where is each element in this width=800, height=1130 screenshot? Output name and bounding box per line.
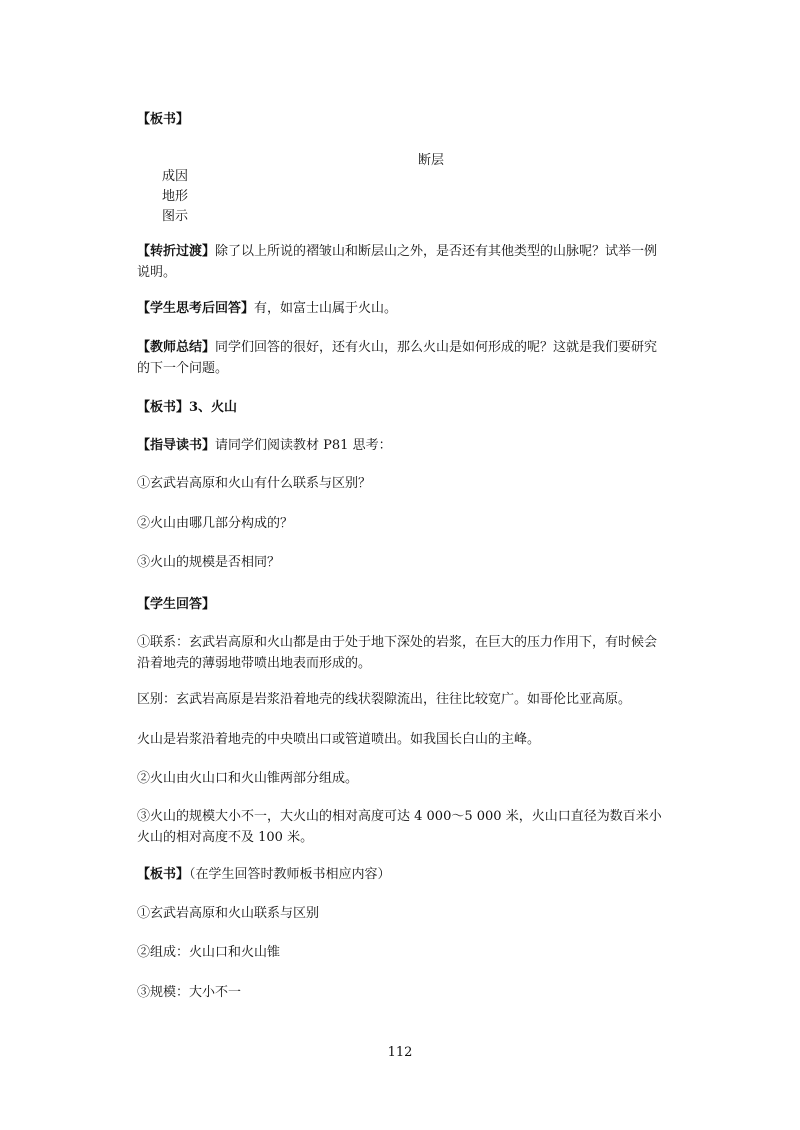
board-heading-3 <box>137 864 667 885</box>
guide-reading-text: 请同学们阅读教材 P81 思考： <box>215 438 392 453</box>
transition-text: 除了以上所说的褶皱山和断层山之外，是否还有其他类型的山脉呢？试举一例说明。 <box>137 244 658 280</box>
board-item-diagram: 图示 <box>162 209 189 224</box>
student-think-paragraph <box>137 298 667 319</box>
board-3-label: 【板书】 <box>137 867 190 882</box>
transition-label: 【转折过渡】 <box>137 244 216 259</box>
answer-paragraph-2: 区别：玄武岩高原是岩浆沿着地壳的线状裂隙流出，往往比较宽广。如哥伦比亚高原。 <box>137 692 632 707</box>
question-3: ③火山的规模是否相同？ <box>137 555 281 570</box>
board-3-item-1: ①玄武岩高原和火山联系与区别 <box>137 906 320 921</box>
board-3-item-2: ②组成：火山口和火山锥 <box>137 945 281 960</box>
teacher-summary-text: 同学们回答的很好，还有火山，那么火山是如何形成的呢？这就是我们要研究的下一个问题。 <box>137 340 658 376</box>
board-center-label: 断层 <box>418 153 445 168</box>
question-2: ②火山由哪几部分构成的？ <box>137 516 294 531</box>
board-item-cause: 成因 <box>162 169 189 184</box>
question-1: ①玄武岩高原和火山有什么联系与区别？ <box>137 476 372 491</box>
board-3-item-3: ③规模：大小不一 <box>137 985 242 1000</box>
guide-reading-paragraph <box>137 435 667 456</box>
board-heading-2: 【板书】3、火山 <box>137 400 238 415</box>
board-heading-1: 【板书】 <box>137 112 190 127</box>
student-answer-heading: 【学生回答】 <box>137 597 216 612</box>
student-think-text: 有，如富士山属于火山。 <box>254 301 398 316</box>
board-item-landform: 地形 <box>162 189 189 204</box>
answer-paragraph-5: ③火山的规模大小不一，大火山的相对高度可达 4 000～5 000 米，火山口直径为数百米小火山的相对高度不及 100 米。 <box>137 809 662 845</box>
answer-paragraph-1: ①联系：玄武岩高原和火山都是由于处于地下深处的岩浆，在巨大的压力作用下，有时候会沿着地壳的薄弱地带喷出地表而形成的。 <box>137 635 658 671</box>
guide-reading-label: 【指导读书】 <box>137 438 216 453</box>
teacher-summary-label: 【教师总结】 <box>137 340 216 355</box>
board-3-note: （在学生回答时教师板书相应内容） <box>189 867 391 882</box>
teacher-summary-paragraph <box>137 337 667 379</box>
answer-paragraph-3: 火山是岩浆沿着地壳的中央喷出口或管道喷出。如我国长白山的主峰。 <box>137 732 541 747</box>
student-think-label: 【学生思考后回答】 <box>137 301 255 316</box>
transition-paragraph <box>137 241 667 283</box>
page-number: 112 <box>387 1045 413 1060</box>
answer-paragraph-4: ②火山由火山口和火山锥两部分组成。 <box>137 771 359 786</box>
